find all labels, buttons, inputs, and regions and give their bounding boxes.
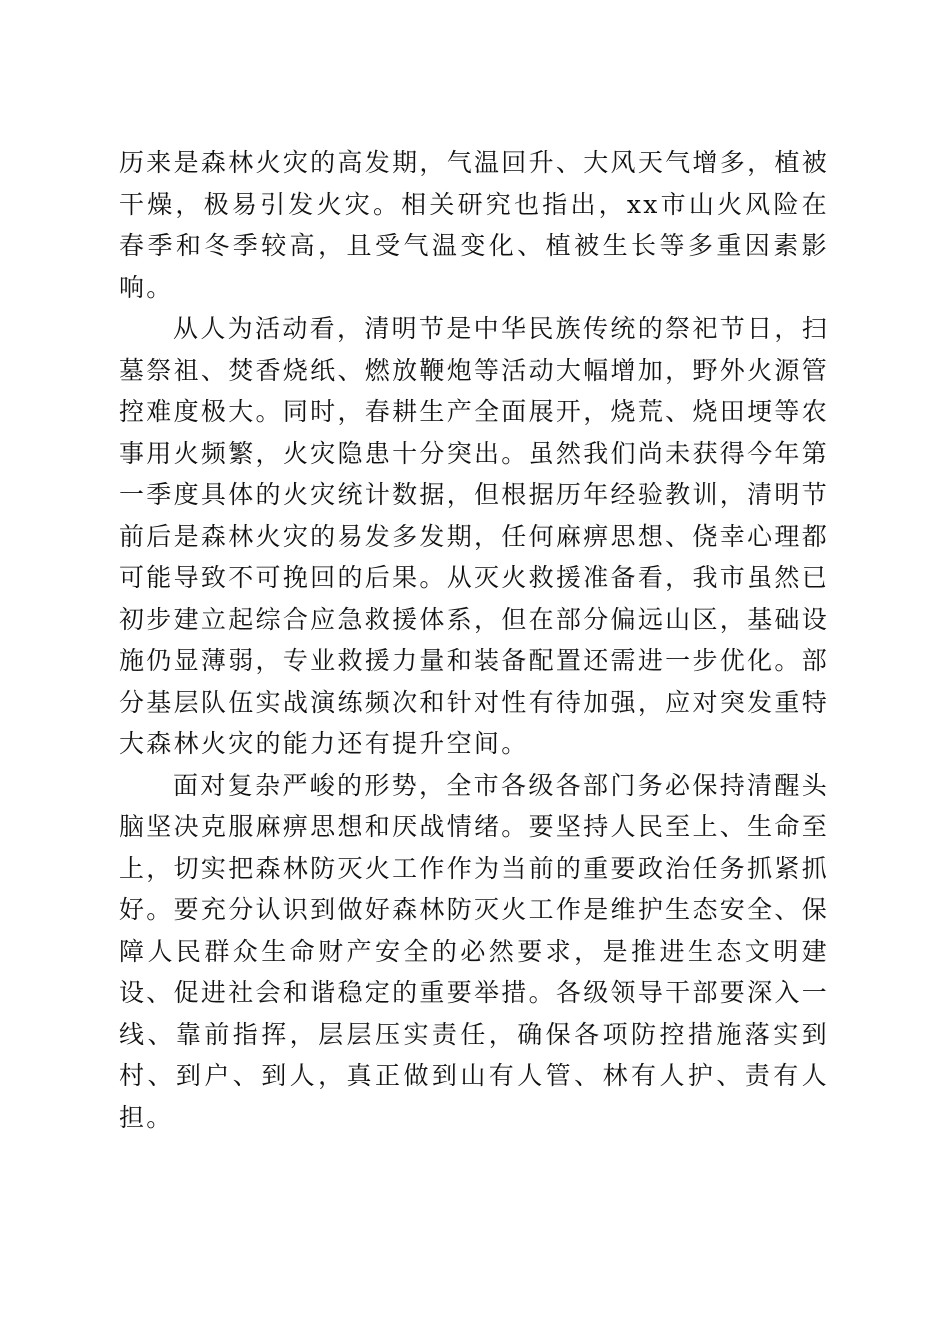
document-body	[119, 142, 829, 1138]
paragraph-human-activity: 从人为活动看，清明节是中华民族传统的祭祀节日，扫墓祭祖、焚香烧纸、燃放鞭炮等活动大幅增加，野外火源管控难度极大。同时，春耕生产全面展开，烧荒、烧田埂等农事用火频繁，火灾隐患十分突出。虽然我们尚未获得今年第一季度具体的火灾统计数据，但根据历年经验教训，清明节前后是森林火灾的易发多发期，任何麻痹思想、侥幸心理都可能导致不可挽回的后果。从灭火救援准备看，我市虽然已初步建立起综合应急救援体系，但在部分偏远山区，基础设施仍显薄弱，专业救援力量和装备配置还需进一步优化。部分基层队伍实战演练频次和针对性有待加强，应对突发重特大森林火灾的能力还有提升空间。	[119, 314, 829, 758]
paragraph-continuation: 历来是森林火灾的高发期，气温回升、大风天气增多，植被干燥，极易引发火灾。相关研究也指出，xx市山火风险在春季和冬季较高，且受气温变化、植被生长等多重因素影响。	[119, 148, 829, 302]
paragraph-requirements: 面对复杂严峻的形势，全市各级各部门务必保持清醒头脑坚决克服麻痹思想和厌战情绪。要坚持人民至上、生命至上，切实把森林防灭火工作作为当前的重要政治任务抓紧抓好。要充分认识到做好森林防灭火工作是维护生态安全、保障人民群众生命财产安全的必然要求，是推进生态文明建设、促进社会和谐稳定的重要举措。各级领导干部要深入一线、靠前指挥，层层压实责任，确保各项防控措施落实到村、到户、到人，真正做到山有人管、林有人护、责有人担。	[119, 770, 829, 1132]
